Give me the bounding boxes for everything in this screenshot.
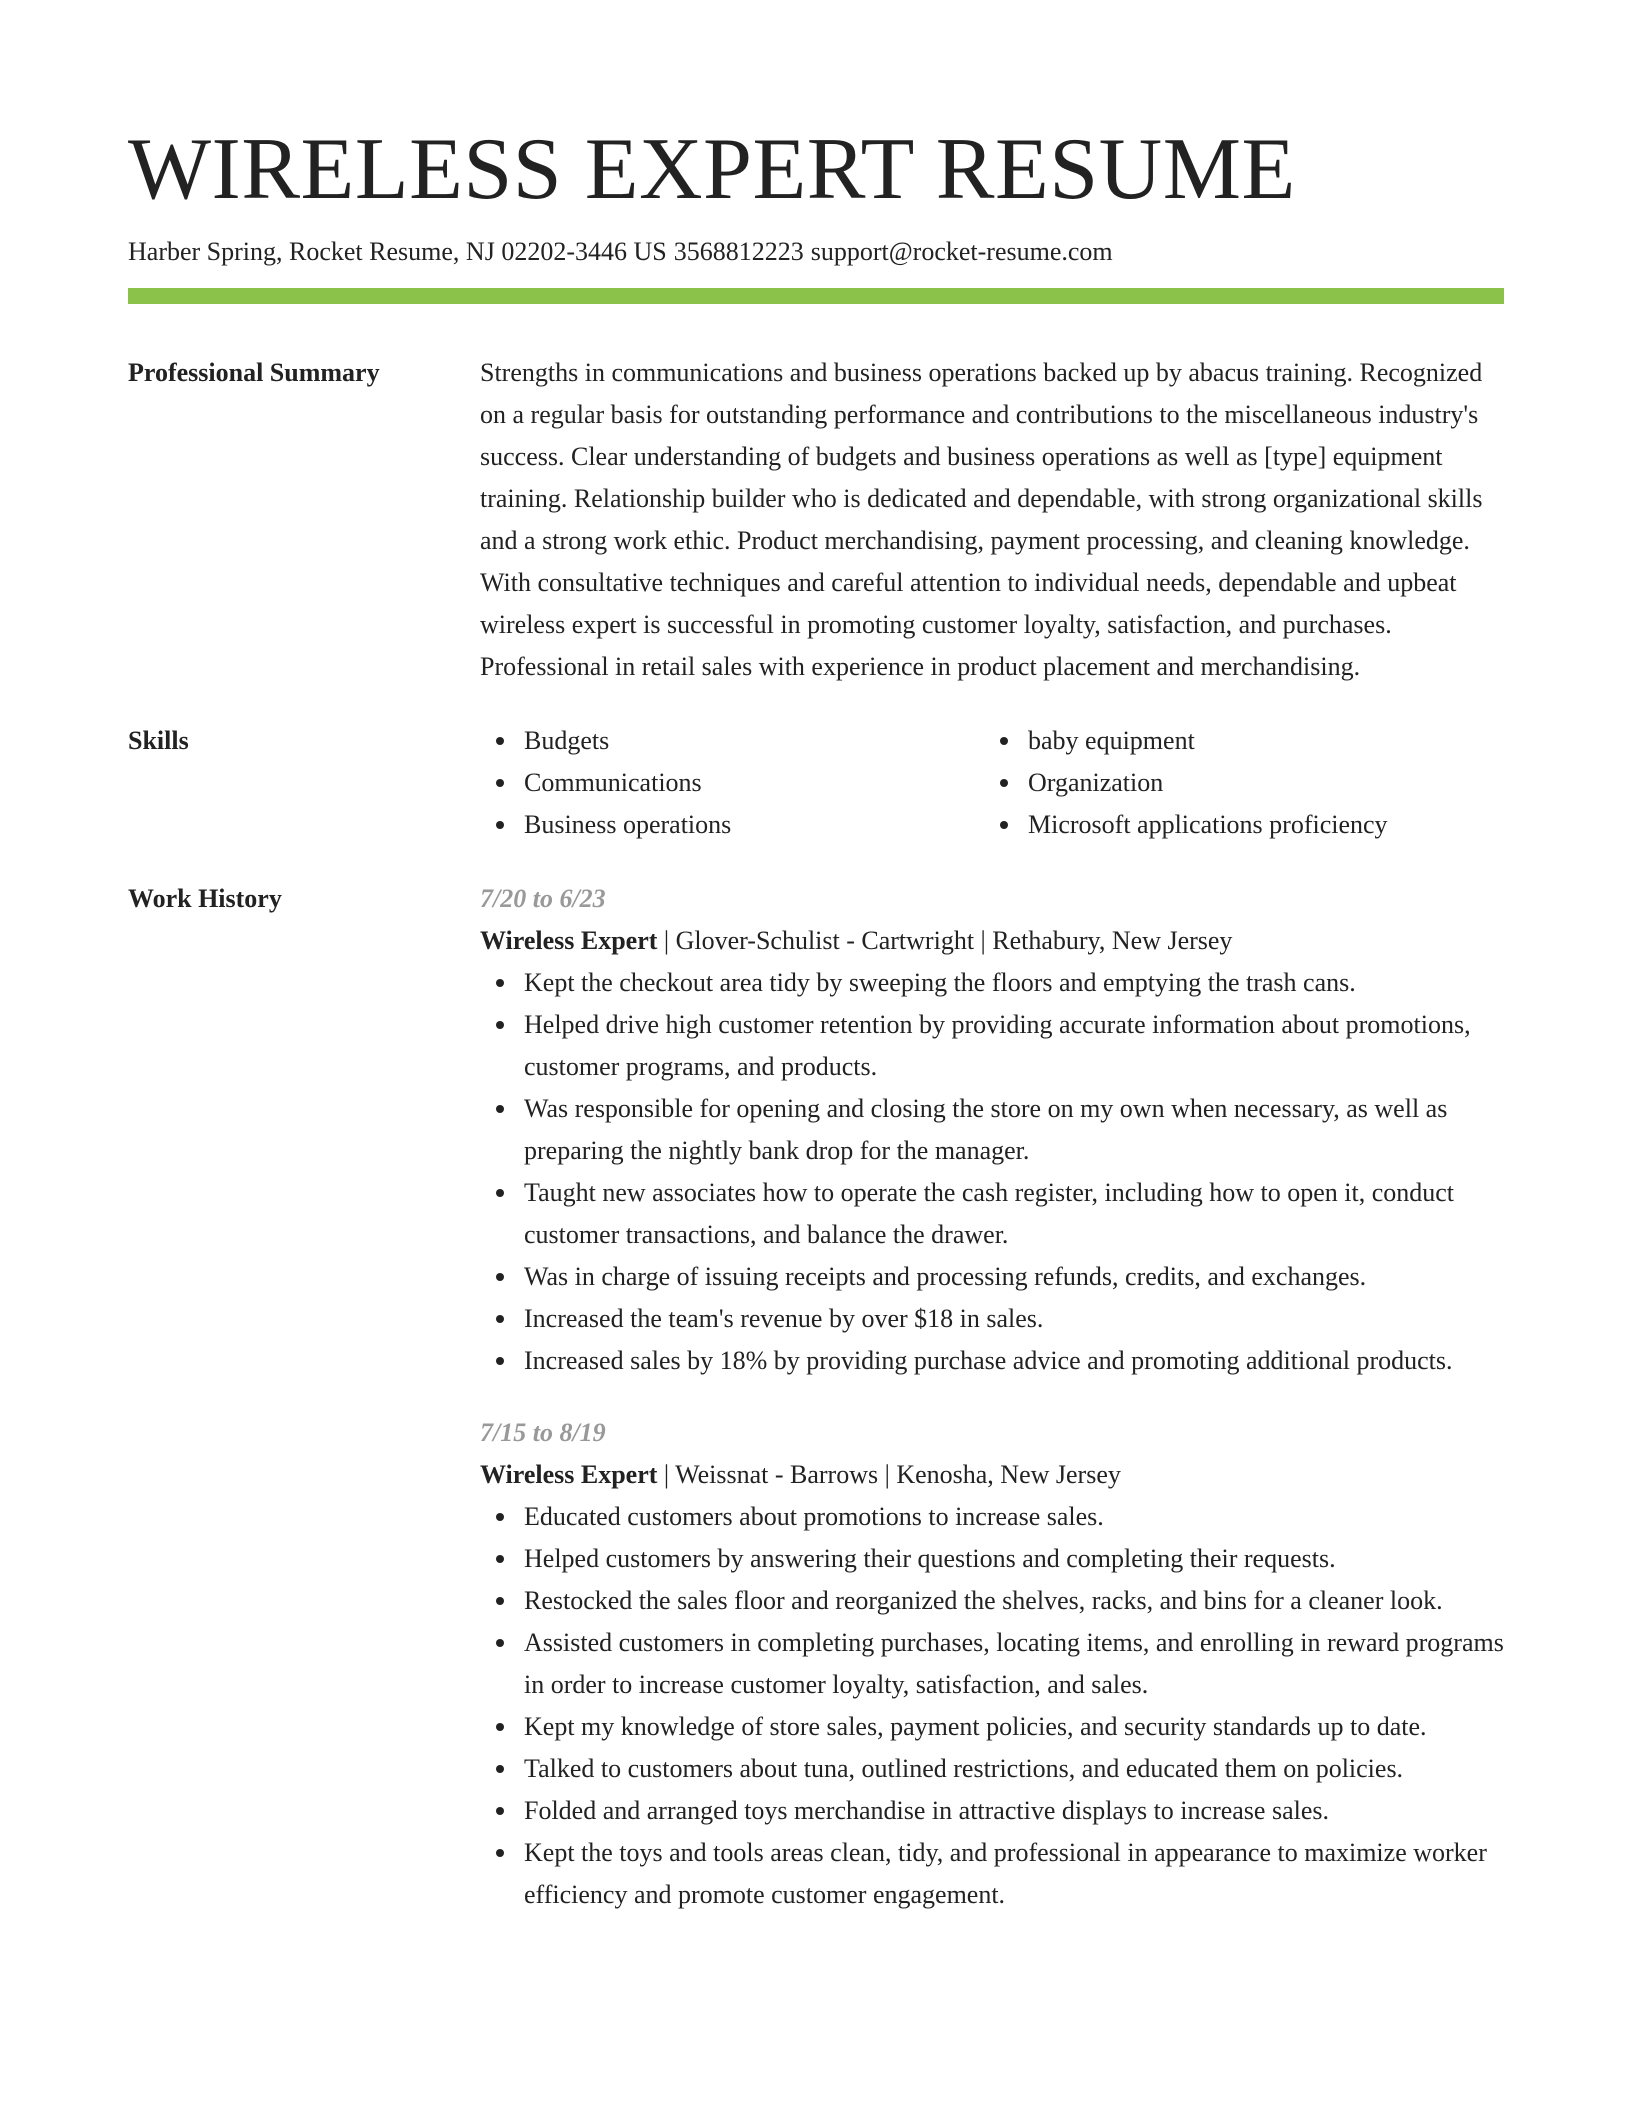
job-bullet: Increased the team's revenue by over $18 in sales. (480, 1298, 1504, 1340)
professional-summary-text: Strengths in communications and business operations backed up by abacus training. Recognized on a regular basis for outstanding performance and contributions to the miscellaneous industry's success. Clear understanding of budgets and business operations as well as [type] equipment training. Relationship builder who is dedicated and dependable, with strong organizational skills and a strong work ethic. Product merchandising, payment processing, and cleaning knowledge. With consultative techniques and careful attention to individual needs, dependable and upbeat wireless expert is successful in promoting customer loyalty, satisfaction, and purchases. Professional in retail sales with experience in product placement and merchandising. (480, 358, 1483, 681)
job-bullets (480, 962, 1504, 1382)
job-bullet: Helped customers by answering their questions and completing their requests. (480, 1538, 1504, 1580)
skill-item: Microsoft applications proficiency (984, 804, 1488, 846)
job-heading (480, 920, 1504, 962)
job-bullet: Was in charge of issuing receipts and processing refunds, credits, and exchanges. (480, 1256, 1504, 1298)
contact-phone: 3568812223 (673, 237, 804, 266)
skill-item: Budgets (480, 720, 984, 762)
job-bullet: Kept my knowledge of store sales, payment policies, and security standards up to date. (480, 1706, 1504, 1748)
skill-item: Business operations (480, 804, 984, 846)
job-bullet: Was responsible for opening and closing the store on my own when necessary, as well as preparing the nightly bank drop for the manager. (480, 1088, 1504, 1172)
skills-list (480, 720, 1504, 846)
accent-divider (128, 288, 1504, 304)
section-label-skills: Skills (128, 726, 189, 755)
job-bullet: Restocked the sales floor and reorganized the shelves, racks, and bins for a cleaner look. (480, 1580, 1504, 1622)
job-bullet: Increased sales by 18% by providing purchase advice and promoting additional products. (480, 1340, 1504, 1382)
skill-item: Organization (984, 762, 1488, 804)
job-bullet: Kept the toys and tools areas clean, tidy, and professional in appearance to maximize worker efficiency and promote customer engagement. (480, 1832, 1504, 1916)
skills-column-left (480, 720, 984, 846)
skills-section (128, 720, 1504, 846)
job-heading (480, 1454, 1504, 1496)
job-bullet: Talked to customers about tuna, outlined restrictions, and educated them on policies. (480, 1748, 1504, 1790)
contact-line (128, 234, 1504, 270)
section-label-professional-summary: Professional Summary (128, 358, 380, 387)
skills-column-right (984, 720, 1488, 846)
job-details: | Glover-Schulist - Cartwright | Rethabury, New Jersey (663, 926, 1233, 955)
job-bullet: Folded and arranged toys merchandise in attractive displays to increase sales. (480, 1790, 1504, 1832)
skill-item: Communications (480, 762, 984, 804)
job-details: | Weissnat - Barrows | Kenosha, New Jersey (663, 1460, 1121, 1489)
job-bullet: Taught new associates how to operate the cash register, including how to open it, conduct customer transactions, and balance the drawer. (480, 1172, 1504, 1256)
job-entry (480, 1412, 1504, 1916)
work-history-list (480, 878, 1504, 1916)
skill-item: baby equipment (984, 720, 1488, 762)
contact-address: Harber Spring, Rocket Resume, NJ 02202-3446 US (128, 237, 667, 266)
job-bullet: Helped drive high customer retention by providing accurate information about promotions, customer programs, and products. (480, 1004, 1504, 1088)
job-bullets (480, 1496, 1504, 1916)
job-bullet: Assisted customers in completing purchases, locating items, and enrolling in reward programs in order to increase customer loyalty, satisfaction, and sales. (480, 1622, 1504, 1706)
job-bullet: Kept the checkout area tidy by sweeping the floors and emptying the trash cans. (480, 962, 1504, 1004)
job-dates: 7/15 to 8/19 (480, 1418, 606, 1447)
contact-email: support@rocket-resume.com (810, 237, 1113, 266)
job-dates: 7/20 to 6/23 (480, 884, 606, 913)
section-label-work-history: Work History (128, 884, 282, 913)
job-title: Wireless Expert (480, 1460, 658, 1489)
professional-summary-section (128, 352, 1504, 688)
work-history-section (128, 878, 1504, 1916)
resume-page (128, 118, 1504, 1916)
job-entry (480, 878, 1504, 1382)
resume-title: WIRELESS EXPERT RESUME (128, 121, 1296, 218)
job-bullet: Educated customers about promotions to increase sales. (480, 1496, 1504, 1538)
job-title: Wireless Expert (480, 926, 658, 955)
